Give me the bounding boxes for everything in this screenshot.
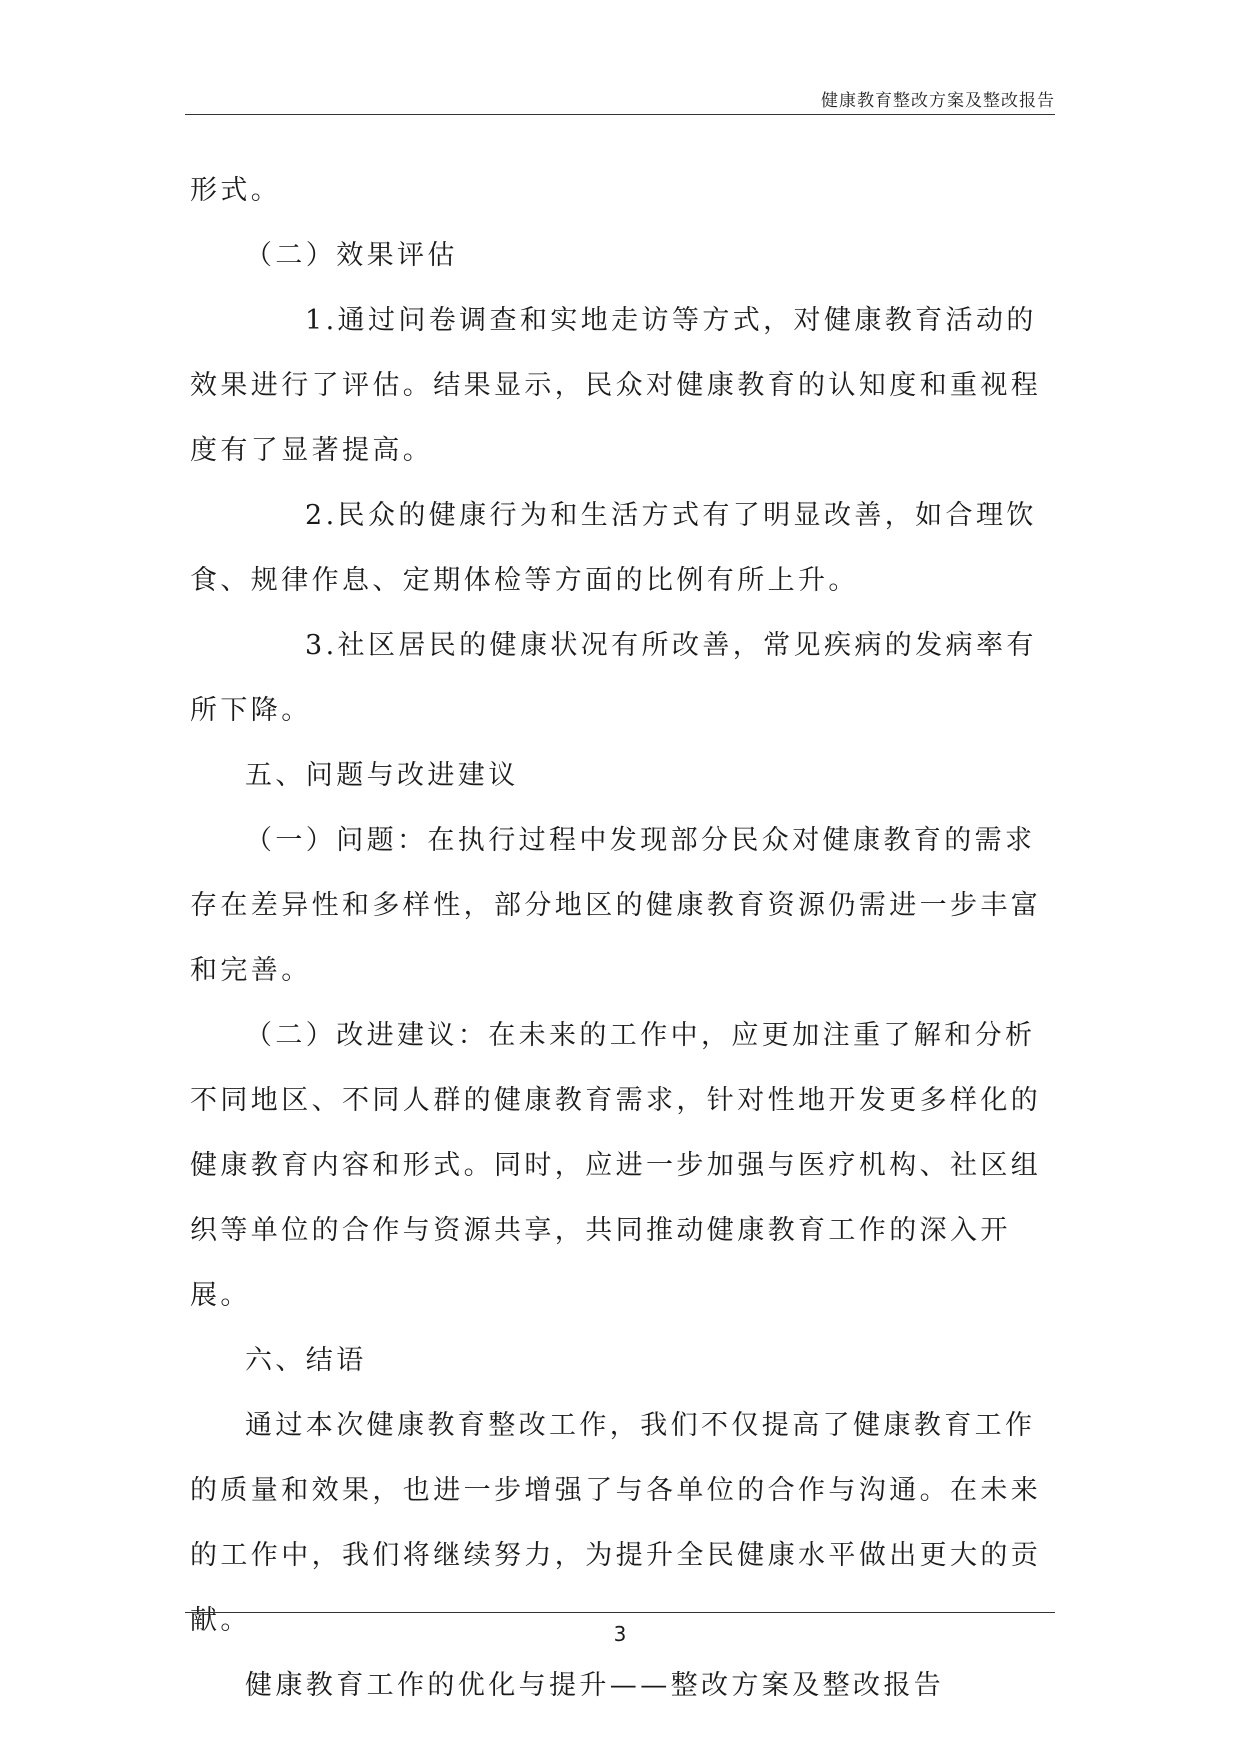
- footer-divider: [185, 1612, 1055, 1613]
- document-body: [190, 158, 1053, 1718]
- paragraph-item-2: 2.民众的健康行为和生活方式有了明显改善，如合理饮食、规律作息、定期体检等方面的比例有所上升。: [190, 500, 1037, 596]
- paragraph-item-3: 3.社区居民的健康状况有所改善，常见疾病的发病率有所下降。: [190, 630, 1037, 726]
- running-header: 健康教育整改方案及整改报告: [821, 91, 1055, 111]
- paragraph-next-title: 健康教育工作的优化与提升——整改方案及整改报告: [245, 1670, 945, 1701]
- paragraph-problems: （一）问题：在执行过程中发现部分民众对健康教育的需求存在差异性和多样性，部分地区的健康教育资源仍需进一步丰富和完善。: [190, 825, 1042, 986]
- page-number: 3: [613, 1622, 627, 1646]
- section-heading-conclusion: 六、结语: [245, 1345, 367, 1376]
- paragraph-item-1: 1.通过问卷调查和实地走访等方式，对健康教育活动的效果进行了评估。结果显示，民众对健康教育的认知度和重视程度有了显著提高。: [190, 305, 1042, 466]
- subheading-effect-evaluation: （二）效果评估: [245, 240, 458, 271]
- header-divider: [185, 114, 1055, 115]
- section-heading-problems: 五、问题与改进建议: [245, 760, 519, 791]
- paragraph-suggestions: （二）改进建议：在未来的工作中，应更加注重了解和分析不同地区、不同人群的健康教育需求，针对性地开发更多样化的健康教育内容和形式。同时，应进一步加强与医疗机构、社区组织等单位的合作与资源共享，共同推动健康教育工作的深入开展。: [190, 1020, 1042, 1311]
- paragraph-conclusion: 通过本次健康教育整改工作，我们不仅提高了健康教育工作的质量和效果，也进一步增强了与各单位的合作与沟通。在未来的工作中，我们将继续努力，为提升全民健康水平做出更大的贡献。: [190, 1410, 1042, 1636]
- paragraph-continuation: 形式。: [190, 175, 282, 206]
